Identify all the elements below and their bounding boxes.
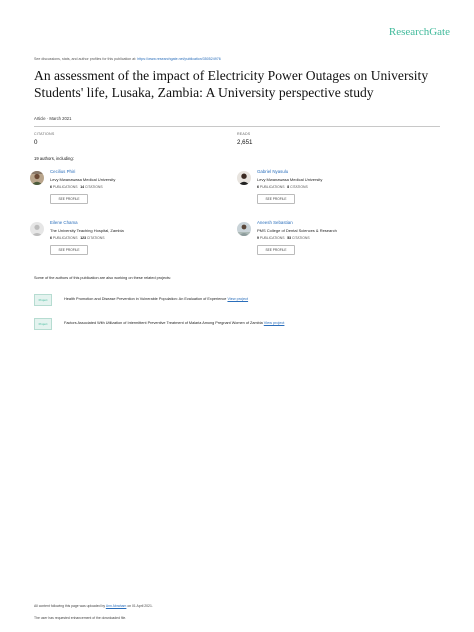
author-institution: Levy Mwanawasa Medical University [257,177,323,182]
discussion-prefix: See discussions, stats, and author profiles for this publication at: [34,57,138,61]
citations-count: 8 [287,185,290,189]
see-profile-button[interactable]: SEE PROFILE [257,245,295,255]
author-institution: Levy Mwanawasa Medical University [50,177,116,182]
author-stats [257,185,308,189]
author-name[interactable]: Cecilius Phiri [50,169,76,174]
author-card [30,169,230,213]
project-badge: Project [34,294,52,306]
avatar[interactable] [30,222,44,236]
view-project-link[interactable]: View project [227,297,249,301]
citations-count: 14 [80,185,85,189]
project-title: Health Promotion and Disease Prevention in Vulnerable Population: An Evaluation of Experience [64,297,228,301]
author-stats [50,185,103,189]
project-title: Factors Associated With Utilization of Intermittent Preventive Treatment of Malaria Among Pregnant Women of Zambia [64,321,264,325]
author-name[interactable]: Aneesh Sebastian [257,220,293,225]
publication-title: An assessment of the impact of Electricity Power Outages on University Students' life, Lusaka, Zambia: A University perspective study [34,68,429,100]
author-institution: PMS College of Dental Sciences & Research [257,228,337,233]
publications-label: PUBLICATIONS [52,236,78,240]
divider [34,126,440,127]
author-name[interactable]: Gabriel Nyasulu [257,169,289,174]
author-institution: The University Teaching Hospital, Zambia [50,228,124,233]
publications-count: 6 [50,236,52,240]
upload-prefix: All content following this page was uploaded by [34,604,106,608]
project-item [34,294,434,310]
citations-count: 123 [80,236,86,240]
citations-label: CITATIONS [85,185,103,189]
view-project-link[interactable]: View project [263,321,285,325]
publications-count: 6 [257,185,259,189]
author-card [237,220,437,264]
citations-value: 0 [34,139,38,146]
avatar[interactable] [237,222,251,236]
enhancement-note: The user has requested enhancement of the downloaded file. [34,616,127,620]
publications-count: 6 [50,185,52,189]
citations-label: CITATIONS [86,236,105,240]
publications-label: PUBLICATIONS [259,185,285,189]
researchgate-logo[interactable]: ResearchGate [388,26,450,38]
page-header [0,0,474,48]
upload-suffix: on 01 April 2021. [126,604,153,608]
author-card [30,220,230,264]
see-profile-button[interactable]: SEE PROFILE [257,194,295,204]
publication-meta: Article · March 2021 [34,116,72,121]
citations-label: CITATIONS [292,236,310,240]
authors-heading: 19 authors, including: [34,156,74,161]
author-stats [50,236,105,240]
reads-label: READS [237,132,251,136]
reads-value: 2,651 [237,139,253,146]
project-item [34,318,434,334]
author-stats [257,236,310,240]
project-badge: Project [34,318,52,330]
see-profile-button[interactable]: SEE PROFILE [50,245,88,255]
citations-label: CITATIONS [290,185,308,189]
avatar[interactable] [30,171,44,185]
see-profile-button[interactable]: SEE PROFILE [50,194,88,204]
citations-count: 53 [287,236,292,240]
project-text [64,297,248,301]
publications-label: PUBLICATIONS [52,185,78,189]
publication-link[interactable]: https://www.researchgate.net/publication/350524976 [137,57,221,61]
project-text [64,321,284,325]
upload-note [34,604,153,608]
publications-count: 9 [257,236,259,240]
publications-label: PUBLICATIONS [259,236,285,240]
author-name[interactable]: Eilene Chama [50,220,78,225]
projects-heading: Some of the authors of this publication are also working on these related projects: [34,276,171,280]
discussion-note [34,57,221,61]
author-card [237,169,437,213]
avatar[interactable] [237,171,251,185]
citations-label: CITATIONS [34,132,55,136]
uploader-link[interactable]: Ann Abraham [105,604,127,608]
